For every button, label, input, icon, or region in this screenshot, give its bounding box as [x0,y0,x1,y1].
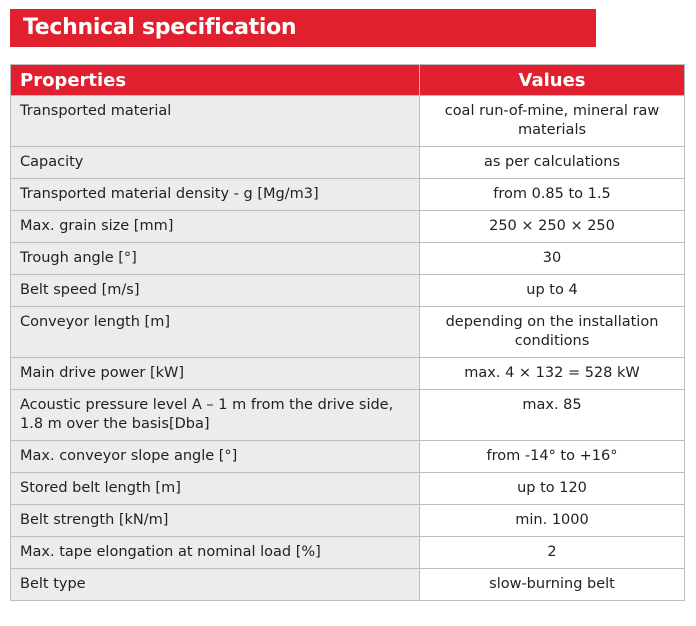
table-row [11,441,685,473]
property-cell: Acoustic pressure level A – 1 m from the drive side, 1.8 m over the basis[Dba] [11,390,420,441]
table-row [11,211,685,243]
header-values: Values [420,65,685,96]
table-row [11,505,685,537]
table-row [11,147,685,179]
value-cell: min. 1000 [420,505,685,537]
value-cell: 250 × 250 × 250 [420,211,685,243]
property-cell: Belt type [11,569,420,601]
table-row [11,358,685,390]
table-row [11,473,685,505]
property-cell: Belt speed [m/s] [11,275,420,307]
spec-table [10,64,685,601]
table-row [11,537,685,569]
value-cell: max. 4 × 132 = 528 kW [420,358,685,390]
property-cell: Max. tape elongation at nominal load [%] [11,537,420,569]
table-row [11,390,685,441]
value-cell: 2 [420,537,685,569]
table-row [11,96,685,147]
page-title: Technical specification [10,9,596,47]
table-row [11,243,685,275]
table-row [11,307,685,358]
value-cell: up to 120 [420,473,685,505]
value-cell: depending on the installation conditions [420,307,685,358]
value-cell: as per calculations [420,147,685,179]
value-cell: 30 [420,243,685,275]
property-cell: Main drive power [kW] [11,358,420,390]
value-cell: slow-burning belt [420,569,685,601]
property-cell: Transported material density - g [Mg/m3] [11,179,420,211]
property-cell: Transported material [11,96,420,147]
table-row [11,179,685,211]
table-row [11,275,685,307]
property-cell: Max. conveyor slope angle [°] [11,441,420,473]
property-cell: Trough angle [°] [11,243,420,275]
value-cell: max. 85 [420,390,685,441]
value-cell: from -14° to +16° [420,441,685,473]
property-cell: Conveyor length [m] [11,307,420,358]
property-cell: Belt strength [kN/m] [11,505,420,537]
table-row [11,569,685,601]
property-cell: Max. grain size [mm] [11,211,420,243]
header-properties: Properties [11,65,420,96]
value-cell: coal run-of-mine, mineral raw materials [420,96,685,147]
value-cell: up to 4 [420,275,685,307]
table-header-row [11,65,685,96]
property-cell: Capacity [11,147,420,179]
value-cell: from 0.85 to 1.5 [420,179,685,211]
property-cell: Stored belt length [m] [11,473,420,505]
